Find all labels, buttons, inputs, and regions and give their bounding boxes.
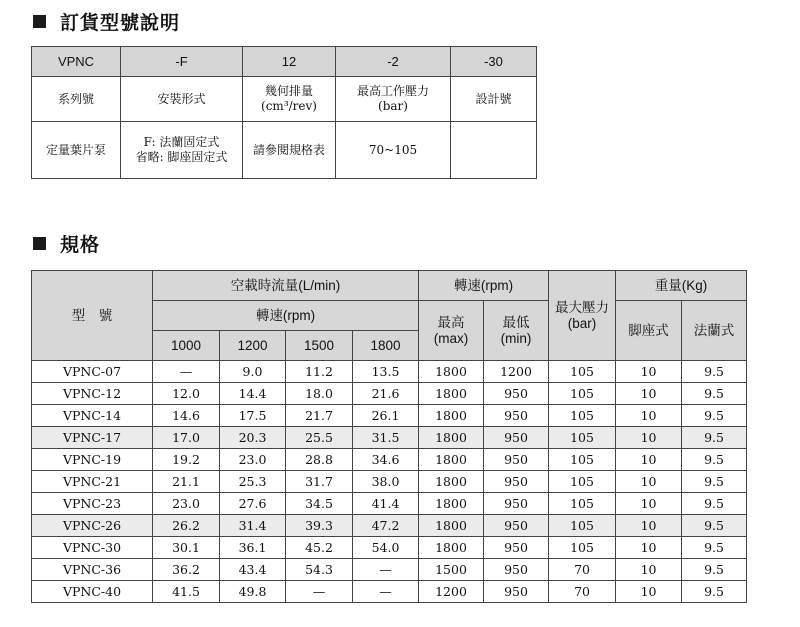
cell-max-pressure: 105 <box>549 405 616 427</box>
table-row <box>32 383 747 405</box>
cell-rpm-min: 950 <box>484 471 549 493</box>
header-speed-1200: 1200 <box>220 331 286 361</box>
cell-flow-1000: 17.0 <box>153 427 220 449</box>
square-bullet-icon <box>33 15 46 28</box>
cell-model: VPNC-36 <box>32 559 153 581</box>
cell-max-pressure: 105 <box>549 383 616 405</box>
cell-weight-foot: 10 <box>616 449 682 471</box>
cell-flow-1800: 54.0 <box>353 537 419 559</box>
cell-model: VPNC-21 <box>32 471 153 493</box>
cell-rpm-min: 1200 <box>484 361 549 383</box>
cell-flow-1500: 21.7 <box>286 405 353 427</box>
cell-weight-foot: 10 <box>616 361 682 383</box>
cell-weight-flange: 9.5 <box>682 427 747 449</box>
header-speed-sub: 轉速(rpm) <box>153 301 419 331</box>
cell-rpm-max: 1800 <box>419 515 484 537</box>
cell-weight-flange: 9.5 <box>682 405 747 427</box>
cell-flow-1500: — <box>286 581 353 603</box>
table-row <box>32 581 747 603</box>
cell-flow-1200: 43.4 <box>220 559 286 581</box>
cell-flow-1500: 28.8 <box>286 449 353 471</box>
cell-weight-flange: 9.5 <box>682 559 747 581</box>
value-displacement: 請參閱規格表 <box>243 122 336 179</box>
square-bullet-icon <box>33 237 46 250</box>
cell-rpm-min: 950 <box>484 493 549 515</box>
table-row <box>32 493 747 515</box>
table-header-row <box>32 271 747 301</box>
cell-flow-1200: 31.4 <box>220 515 286 537</box>
cell-weight-foot: 10 <box>616 427 682 449</box>
cell-flow-1500: 31.7 <box>286 471 353 493</box>
cell-model: VPNC-23 <box>32 493 153 515</box>
header-rpm: 轉速(rpm) <box>419 271 549 301</box>
cell-rpm-max: 1800 <box>419 427 484 449</box>
cell-weight-foot: 10 <box>616 559 682 581</box>
cell-weight-flange: 9.5 <box>682 383 747 405</box>
value-mount: F: 法蘭固定式 省略: 脚座固定式 <box>121 122 243 179</box>
cell-flow-1500: 39.3 <box>286 515 353 537</box>
cell-rpm-max: 1800 <box>419 449 484 471</box>
cell-flow-1200: 25.3 <box>220 471 286 493</box>
header-speed-1000: 1000 <box>153 331 220 361</box>
value-design <box>451 122 537 179</box>
cell-flow-1800: 13.5 <box>353 361 419 383</box>
cell-flow-1800: 38.0 <box>353 471 419 493</box>
table-row <box>32 471 747 493</box>
header-flange: 法蘭式 <box>682 301 747 361</box>
cell-weight-flange: 9.5 <box>682 515 747 537</box>
value-pressure: 70~105 <box>336 122 451 179</box>
cell-rpm-min: 950 <box>484 581 549 603</box>
cell-rpm-min: 950 <box>484 405 549 427</box>
table-row <box>32 361 747 383</box>
cell-flow-1500: 11.2 <box>286 361 353 383</box>
cell-max-pressure: 105 <box>549 515 616 537</box>
cell-flow-1200: 23.0 <box>220 449 286 471</box>
cell-rpm-min: 950 <box>484 449 549 471</box>
cell-flow-1000: 26.2 <box>153 515 220 537</box>
cell-flow-1200: 27.6 <box>220 493 286 515</box>
cell-flow-1800: — <box>353 559 419 581</box>
code-displacement: 12 <box>243 47 336 77</box>
cell-max-pressure: 105 <box>549 471 616 493</box>
cell-flow-1800: 21.6 <box>353 383 419 405</box>
cell-weight-flange: 9.5 <box>682 537 747 559</box>
cell-max-pressure: 105 <box>549 537 616 559</box>
label-mount: 安裝形式 <box>121 77 243 122</box>
table-row <box>32 515 747 537</box>
code-pressure: -2 <box>336 47 451 77</box>
table-row <box>32 559 747 581</box>
cell-weight-foot: 10 <box>616 515 682 537</box>
cell-flow-1000: 21.1 <box>153 471 220 493</box>
section-title: 規格 <box>60 233 101 256</box>
spec-table <box>31 270 747 603</box>
cell-weight-flange: 9.5 <box>682 581 747 603</box>
cell-flow-1200: 20.3 <box>220 427 286 449</box>
spec-table-body <box>32 361 747 603</box>
cell-flow-1800: 34.6 <box>353 449 419 471</box>
cell-flow-1500: 54.3 <box>286 559 353 581</box>
cell-max-pressure: 105 <box>549 449 616 471</box>
cell-max-pressure: 70 <box>549 581 616 603</box>
cell-flow-1000: 36.2 <box>153 559 220 581</box>
header-model: 型 號 <box>32 271 153 361</box>
cell-weight-foot: 10 <box>616 471 682 493</box>
header-min-rpm: 最低 (min) <box>484 301 549 361</box>
cell-rpm-max: 1800 <box>419 383 484 405</box>
cell-flow-1200: 14.4 <box>220 383 286 405</box>
cell-flow-1800: 31.5 <box>353 427 419 449</box>
section-title: 訂貨型號說明 <box>60 11 181 34</box>
section-heading-order <box>33 8 180 34</box>
label-design: 設計號 <box>451 77 537 122</box>
header-max-pressure: 最大壓力 (bar) <box>549 271 616 361</box>
table-row <box>32 47 537 77</box>
cell-weight-flange: 9.5 <box>682 471 747 493</box>
cell-rpm-max: 1800 <box>419 471 484 493</box>
cell-flow-1000: — <box>153 361 220 383</box>
cell-rpm-max: 1800 <box>419 537 484 559</box>
cell-flow-1800: 47.2 <box>353 515 419 537</box>
cell-model: VPNC-26 <box>32 515 153 537</box>
section-heading-spec <box>33 230 100 256</box>
cell-flow-1200: 49.8 <box>220 581 286 603</box>
code-series: VPNC <box>32 47 121 77</box>
cell-model: VPNC-07 <box>32 361 153 383</box>
cell-flow-1500: 34.5 <box>286 493 353 515</box>
cell-flow-1200: 17.5 <box>220 405 286 427</box>
cell-weight-flange: 9.5 <box>682 493 747 515</box>
value-series: 定量葉片泵 <box>32 122 121 179</box>
cell-flow-1000: 41.5 <box>153 581 220 603</box>
cell-model: VPNC-17 <box>32 427 153 449</box>
cell-flow-1800: 26.1 <box>353 405 419 427</box>
cell-rpm-max: 1500 <box>419 559 484 581</box>
label-series: 系列號 <box>32 77 121 122</box>
cell-weight-foot: 10 <box>616 405 682 427</box>
cell-rpm-max: 1800 <box>419 493 484 515</box>
cell-rpm-min: 950 <box>484 383 549 405</box>
cell-rpm-min: 950 <box>484 537 549 559</box>
cell-flow-1200: 9.0 <box>220 361 286 383</box>
cell-flow-1800: 41.4 <box>353 493 419 515</box>
cell-flow-1000: 30.1 <box>153 537 220 559</box>
cell-model: VPNC-30 <box>32 537 153 559</box>
cell-weight-foot: 10 <box>616 383 682 405</box>
code-mount: -F <box>121 47 243 77</box>
label-pressure: 最高工作壓力 (bar) <box>336 77 451 122</box>
cell-weight-flange: 9.5 <box>682 449 747 471</box>
cell-rpm-min: 950 <box>484 515 549 537</box>
cell-max-pressure: 105 <box>549 493 616 515</box>
cell-flow-1000: 23.0 <box>153 493 220 515</box>
cell-model: VPNC-40 <box>32 581 153 603</box>
table-row <box>32 77 537 122</box>
header-max-rpm: 最高 (max) <box>419 301 484 361</box>
header-speed-1500: 1500 <box>286 331 353 361</box>
cell-rpm-max: 1800 <box>419 361 484 383</box>
cell-flow-1500: 18.0 <box>286 383 353 405</box>
header-foot: 脚座式 <box>616 301 682 361</box>
cell-model: VPNC-12 <box>32 383 153 405</box>
cell-max-pressure: 105 <box>549 361 616 383</box>
cell-model: VPNC-14 <box>32 405 153 427</box>
cell-flow-1000: 12.0 <box>153 383 220 405</box>
cell-rpm-max: 1200 <box>419 581 484 603</box>
cell-flow-1200: 36.1 <box>220 537 286 559</box>
cell-weight-foot: 10 <box>616 581 682 603</box>
cell-weight-flange: 9.5 <box>682 361 747 383</box>
cell-model: VPNC-19 <box>32 449 153 471</box>
cell-weight-foot: 10 <box>616 493 682 515</box>
cell-flow-1800: — <box>353 581 419 603</box>
label-displacement: 幾何排量 (cm³/rev) <box>243 77 336 122</box>
cell-flow-1500: 45.2 <box>286 537 353 559</box>
table-row <box>32 427 747 449</box>
table-row <box>32 122 537 179</box>
cell-max-pressure: 70 <box>549 559 616 581</box>
cell-weight-foot: 10 <box>616 537 682 559</box>
cell-rpm-max: 1800 <box>419 405 484 427</box>
cell-flow-1500: 25.5 <box>286 427 353 449</box>
table-row <box>32 405 747 427</box>
header-weight: 重量(Kg) <box>616 271 747 301</box>
cell-max-pressure: 105 <box>549 427 616 449</box>
cell-flow-1000: 19.2 <box>153 449 220 471</box>
cell-rpm-min: 950 <box>484 427 549 449</box>
table-row <box>32 449 747 471</box>
header-speed-1800: 1800 <box>353 331 419 361</box>
code-design: -30 <box>451 47 537 77</box>
table-row <box>32 537 747 559</box>
cell-rpm-min: 950 <box>484 559 549 581</box>
order-code-table <box>31 46 537 179</box>
header-flow: 空載時流量(L/min) <box>153 271 419 301</box>
cell-flow-1000: 14.6 <box>153 405 220 427</box>
